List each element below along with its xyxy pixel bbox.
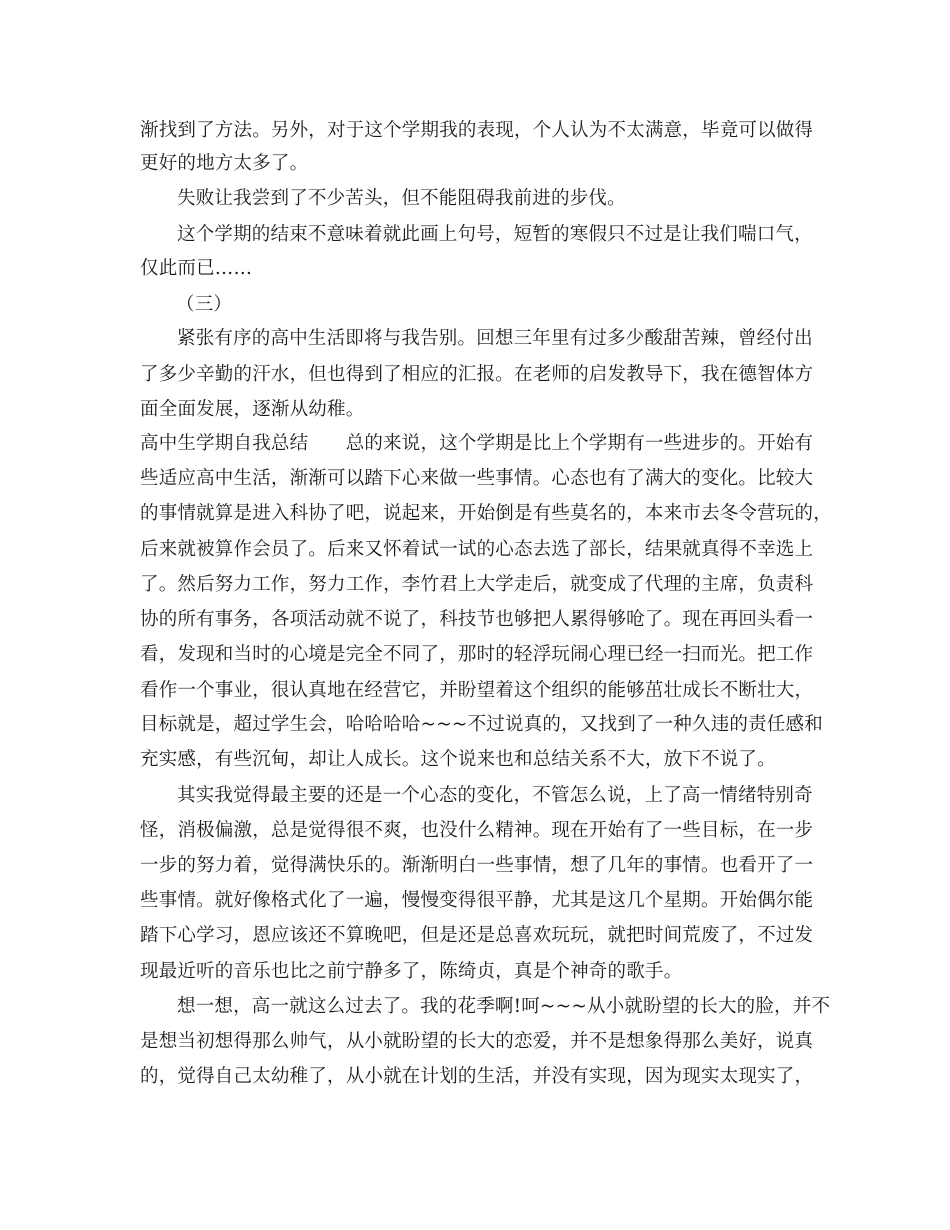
paragraph-line: 仅此而已……	[140, 258, 253, 279]
paragraph-line: 渐找到了方法。另外，对于这个学期我的表现，个人认为不太满意，毕竟可以做得	[140, 120, 814, 141]
paragraph-line: 些适应高中生活，渐渐可以踏下心来做一些事情。心态也有了满大的变化。比较大	[140, 468, 814, 489]
paragraph-line: 面全面发展，逐渐从幼稚。	[140, 399, 365, 420]
paragraph-line: 后来就被算作会员了。后来又怀着试一试的心态去选了部长，结果就真得不幸选上	[140, 539, 814, 560]
paragraph-line: 失败让我尝到了不少苦头，但不能阻碍我前进的步伐。	[177, 188, 626, 209]
section-heading: （三）	[176, 294, 233, 315]
paragraph-line: 看，发现和当时的心境是完全不同了，那时的轻浮玩闹心理已经一扫而光。把工作	[140, 644, 814, 665]
paragraph-line: 想一想，高一就这么过去了。我的花季啊!呵~~~从小就盼望的长大的脸，并不	[177, 996, 831, 1017]
paragraph-line: 目标就是，超过学生会，哈哈哈哈~~~不过说真的，又找到了一种久违的责任感和	[140, 714, 823, 735]
paragraph-line: 怪，消极偏激，总是觉得很不爽，也没什么精神。现在开始有了一些目标，在一步	[140, 820, 814, 841]
paragraph-line: 是想当初想得那么帅气，从小就盼望的长大的恋爱，并不是想象得那么美好，说真	[140, 1031, 814, 1052]
paragraph-line: 的，觉得自己太幼稚了，从小就在计划的生活，并没有实现，因为现实太现实了，	[140, 1066, 814, 1087]
paragraph-line: 了。然后努力工作，努力工作，李竹君上大学走后，就变成了代理的主席，负责科	[140, 574, 814, 595]
paragraph-line: 踏下心学习，恩应该还不算晚吧，但是还是总喜欢玩玩，就把时间荒废了，不过发	[140, 925, 814, 946]
paragraph-line: 其实我觉得最主要的还是一个心态的变化，不管怎么说，上了高一情绪特别奇	[177, 785, 813, 806]
paragraph-line: 充实感，有些沉甸，却让人成长。这个说来也和总结关系不大，放下不说了。	[140, 749, 776, 770]
paragraph-line: 紧张有序的高中生活即将与我告别。回想三年里有过多少酸甜苦辣，曾经付出	[177, 328, 813, 349]
paragraph-line: 了多少辛勤的汗水，但也得到了相应的汇报。在老师的启发教导下，我在德智体方	[140, 364, 814, 385]
paragraph-line: 的事情就算是进入科协了吧，说起来，开始倒是有些莫名的，本来市去冬令营玩的，	[140, 503, 832, 524]
paragraph-line: 高中生学期自我总结 总的来说，这个学期是比上个学期有一些进步的。开始有	[140, 433, 814, 454]
paragraph-line: 更好的地方太多了。	[140, 153, 309, 174]
paragraph-line: 这个学期的结束不意味着就此画上句号，短暂的寒假只不过是让我们喘口气，	[177, 224, 813, 245]
paragraph-line: 协的所有事务，各项活动就不说了，科技节也够把人累得够呛了。现在再回头看一	[140, 609, 814, 630]
paragraph-line: 一步的努力着，觉得满快乐的。渐渐明白一些事情，想了几年的事情。也看开了一	[140, 855, 814, 876]
paragraph-line: 些事情。就好像格式化了一遍，慢慢变得很平静，尤其是这几个星期。开始偶尔能	[140, 890, 814, 911]
paragraph-line: 现最近听的音乐也比之前宁静多了，陈绮贞，真是个神奇的歌手。	[140, 961, 683, 982]
paragraph-line: 看作一个事业，很认真地在经营它，并盼望着这个组织的能够茁壮成长不断壮大，	[140, 680, 814, 701]
